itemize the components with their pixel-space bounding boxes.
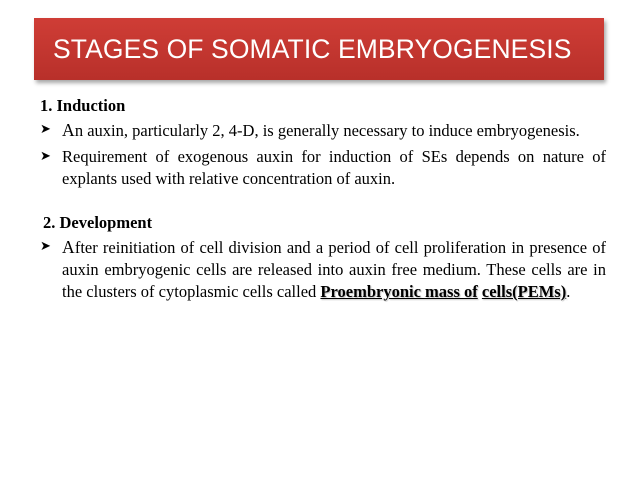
bullet-text: n auxin, particularly 2, 4-D, is generally necessary to induce embryogenesis. (74, 121, 580, 140)
arrow-bullet-icon: ➤ (40, 239, 51, 254)
emphasis-pems: cells(PEMs) (481, 282, 567, 301)
arrow-bullet-icon: ➤ (40, 122, 51, 137)
bullet-first-letter: A (62, 237, 75, 257)
title-bar (34, 18, 604, 80)
section-heading-development: 2. Development (43, 213, 153, 232)
bullet-development-pems (40, 236, 606, 303)
arrow-bullet-icon: ➤ (40, 149, 51, 164)
bullet-text: Requirement of exogenous auxin for induction of SEs depends on nature of explants used with relative concentration of auxin. (62, 147, 606, 188)
bullet-induction-requirement (40, 146, 606, 190)
section-heading-induction: 1. Induction (40, 96, 126, 115)
bullet-first-letter: A (62, 120, 75, 140)
emphasis-proembryonic-mass: Proembryonic mass of (320, 282, 478, 301)
slide-title: STAGES OF SOMATIC EMBRYOGENESIS (53, 33, 572, 64)
bullet-end-punctuation: . (566, 282, 571, 301)
bullet-induction-auxin (40, 119, 606, 142)
bullet-text: fter reinitiation of cell division and a period of cell proliferation in presence of auxin embryogenic cells are released into auxin free medium. These cells are in the clusters of cytoplasmic cells called (62, 238, 606, 301)
slide-content (40, 95, 606, 307)
